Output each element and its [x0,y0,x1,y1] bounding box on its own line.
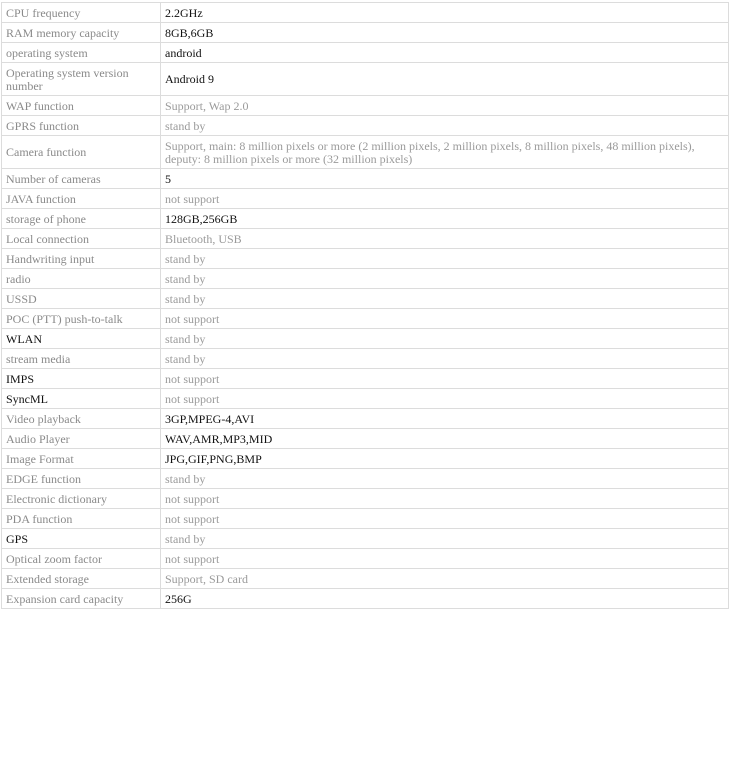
spec-label: JAVA function [2,189,161,209]
spec-label: CPU frequency [2,3,161,23]
spec-value: JPG,GIF,PNG,BMP [161,449,729,469]
spec-label: WLAN [2,329,161,349]
spec-value: 3GP,MPEG-4,AVI [161,409,729,429]
spec-label: Local connection [2,229,161,249]
table-row [2,289,729,309]
spec-value: stand by [161,329,729,349]
table-row [2,409,729,429]
table-row [2,489,729,509]
spec-value: not support [161,489,729,509]
spec-value: not support [161,369,729,389]
spec-value: 5 [161,169,729,189]
table-row [2,369,729,389]
spec-value: stand by [161,469,729,489]
spec-value: Support, Wap 2.0 [161,96,729,116]
table-row [2,116,729,136]
spec-label: radio [2,269,161,289]
table-row [2,63,729,96]
spec-label: POC (PTT) push-to-talk [2,309,161,329]
table-row [2,329,729,349]
table-row [2,429,729,449]
spec-label: IMPS [2,369,161,389]
spec-value: android [161,43,729,63]
spec-value: 8GB,6GB [161,23,729,43]
spec-label: operating system [2,43,161,63]
table-row [2,449,729,469]
spec-value: 2.2GHz [161,3,729,23]
spec-value: 128GB,256GB [161,209,729,229]
spec-value: Support, main: 8 million pixels or more (2 million pixels, 2 million pixels, 8 million pixels, 48 million pixels), deputy: 8 million pixels or more (32 million pixels) [161,136,729,169]
spec-label: Expansion card capacity [2,589,161,609]
spec-value: not support [161,509,729,529]
table-row [2,549,729,569]
spec-value: not support [161,389,729,409]
spec-label: Number of cameras [2,169,161,189]
spec-label: GPS [2,529,161,549]
table-row [2,189,729,209]
table-row [2,529,729,549]
spec-value: not support [161,549,729,569]
spec-value: not support [161,309,729,329]
spec-table [1,2,729,609]
spec-label: Video playback [2,409,161,429]
spec-value: WAV,AMR,MP3,MID [161,429,729,449]
spec-label: Extended storage [2,569,161,589]
table-row [2,569,729,589]
spec-value: stand by [161,349,729,369]
spec-value: stand by [161,116,729,136]
spec-value: stand by [161,249,729,269]
table-row [2,136,729,169]
spec-value: Support, SD card [161,569,729,589]
spec-label: SyncML [2,389,161,409]
spec-label: WAP function [2,96,161,116]
table-row [2,229,729,249]
table-row [2,469,729,489]
spec-label: Image Format [2,449,161,469]
table-row [2,96,729,116]
spec-label: Audio Player [2,429,161,449]
table-row [2,169,729,189]
spec-label: stream media [2,349,161,369]
spec-value: not support [161,189,729,209]
spec-label: RAM memory capacity [2,23,161,43]
spec-table-body [2,3,729,609]
table-row [2,43,729,63]
table-row [2,309,729,329]
table-row [2,3,729,23]
spec-label: Camera function [2,136,161,169]
table-row [2,509,729,529]
spec-label: USSD [2,289,161,309]
table-row [2,209,729,229]
table-row [2,589,729,609]
spec-label: GPRS function [2,116,161,136]
spec-value: stand by [161,269,729,289]
spec-label: Operating system version number [2,63,161,96]
table-row [2,349,729,369]
spec-label: EDGE function [2,469,161,489]
spec-label: Optical zoom factor [2,549,161,569]
spec-value: Android 9 [161,63,729,96]
spec-value: stand by [161,529,729,549]
spec-label: Electronic dictionary [2,489,161,509]
table-row [2,23,729,43]
table-row [2,389,729,409]
spec-label: Handwriting input [2,249,161,269]
spec-value: Bluetooth, USB [161,229,729,249]
table-row [2,249,729,269]
spec-label: PDA function [2,509,161,529]
spec-value: 256G [161,589,729,609]
spec-label: storage of phone [2,209,161,229]
spec-value: stand by [161,289,729,309]
table-row [2,269,729,289]
